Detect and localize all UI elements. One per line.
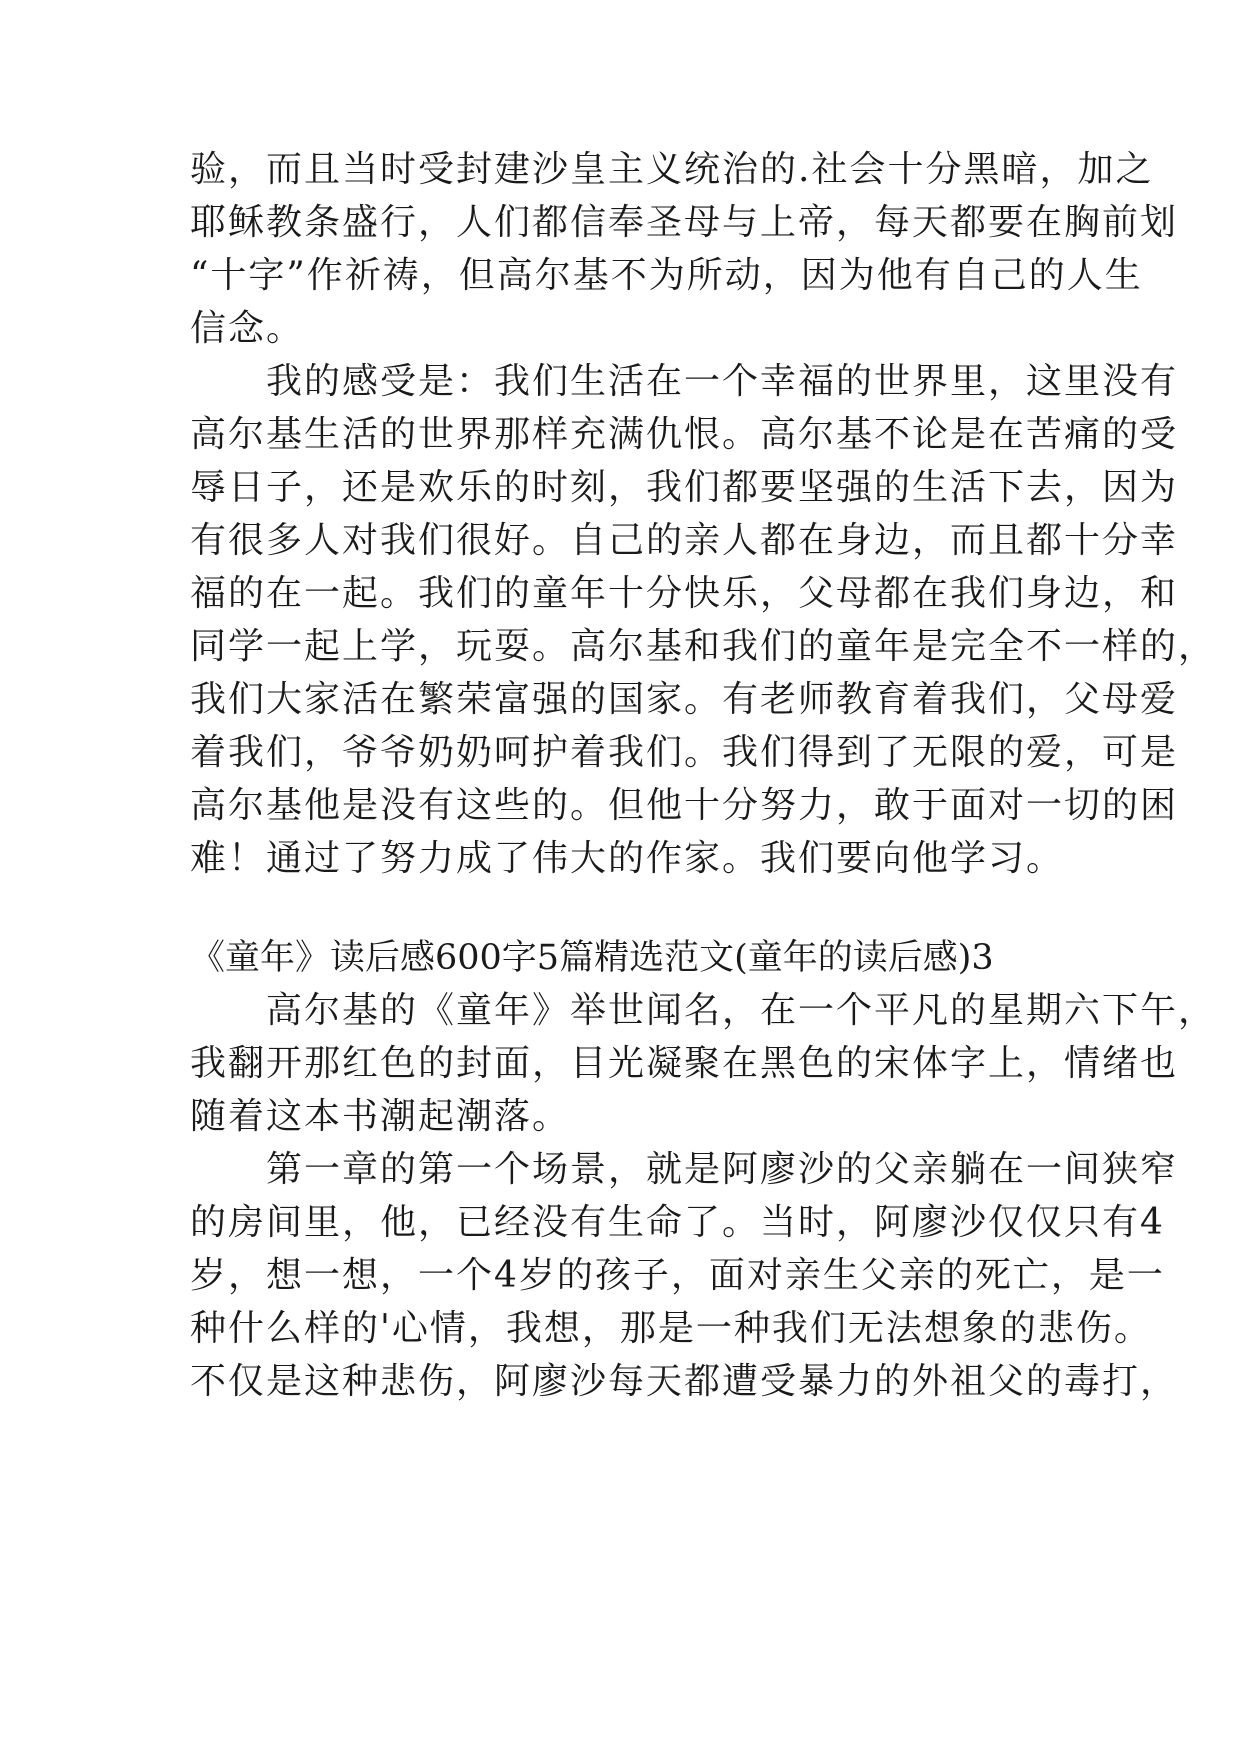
text-line: 高尔基生活的世界那样充满仇恨。高尔基不论是在苦痛的受 (190, 414, 1179, 455)
text-line: “十字”作祈祷，但高尔基不为所动，因为他有自己的人生 (190, 255, 1143, 296)
text-line: 信念。 (190, 308, 305, 349)
text-line: 第一章的第一个场景，就是阿廖沙的父亲躺在一间狭窄 (190, 1149, 1179, 1190)
text-line: 难！通过了努力成了伟大的作家。我们要向他学习。 (190, 838, 1065, 879)
text-line: 种什么样的'心情，我想，那是一种我们无法想象的悲伤。 (190, 1308, 1152, 1349)
text-line: 我们大家活在繁荣富强的国家。有老师教育着我们，父母爱 (190, 679, 1179, 720)
text-line: 福的在一起。我们的童年十分快乐，父母都在我们身边，和 (190, 573, 1179, 614)
text-line: 着我们，爷爷奶奶呵护着我们。我们得到了无限的爱，可是 (190, 732, 1179, 773)
text-line: 不仅是这种悲伤，阿廖沙每天都遭受暴力的外祖父的毒打， (190, 1361, 1179, 1402)
text-line: 验，而且当时受封建沙皇主义统治的.社会十分黑暗，加之 (190, 149, 1154, 190)
text-line: 同学一起上学，玩耍。高尔基和我们的童年是完全不一样的， (190, 626, 1217, 667)
text-line: 我的感受是：我们生活在一个幸福的世界里，这里没有 (190, 361, 1179, 402)
text-line: 我翻开那红色的封面，目光凝聚在黑色的宋体字上，情绪也 (190, 1043, 1179, 1084)
text-line: 耶稣教条盛行，人们都信奉圣母与上帝，每天都要在胸前划 (190, 202, 1179, 243)
text-line: 高尔基的《童年》举世闻名，在一个平凡的星期六下午， (190, 990, 1217, 1031)
text-line: 的房间里，他，已经没有生命了。当时，阿廖沙仅仅只有4 (190, 1202, 1165, 1243)
text-line: 随着这本书潮起潮落。 (190, 1096, 571, 1137)
text-line: 有很多人对我们很好。自己的亲人都在身边，而且都十分幸 (190, 520, 1179, 561)
section-heading: 《童年》读后感600字5篇精选范文(童年的读后感)3 (190, 938, 994, 978)
text-line: 辱日子，还是欢乐的时刻，我们都要坚强的生活下去，因为 (190, 467, 1179, 508)
text-line: 高尔基他是没有这些的。但他十分努力，敢于面对一切的困 (190, 785, 1179, 826)
text-line: 岁，想一想，一个4岁的孩子，面对亲生父亲的死亡，是一 (190, 1255, 1165, 1296)
